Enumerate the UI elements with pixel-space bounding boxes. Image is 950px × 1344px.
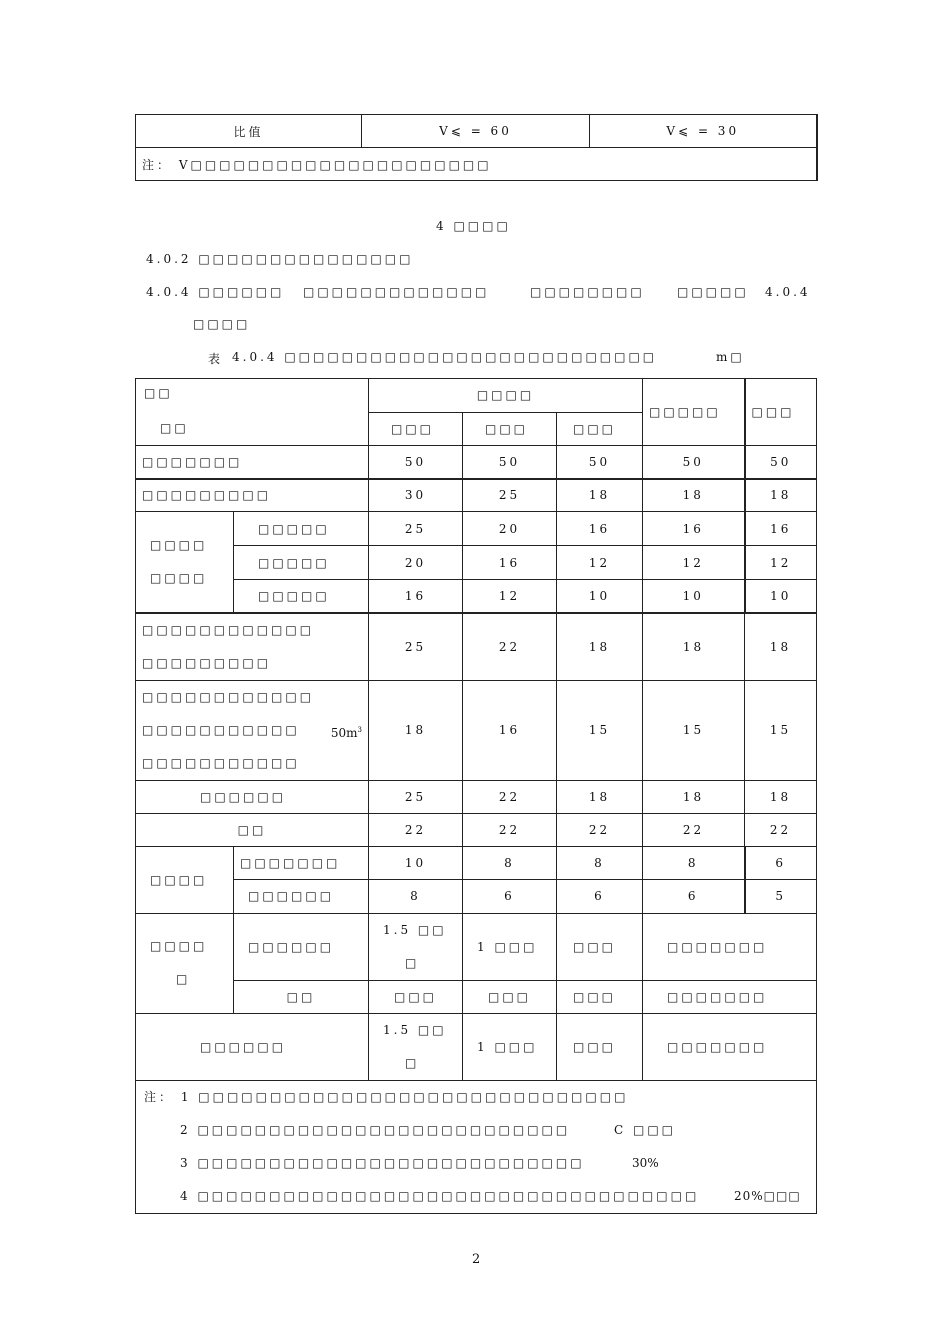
- cell: 12: [463, 580, 557, 613]
- cell: 25: [369, 512, 463, 546]
- cell: 30: [369, 479, 463, 512]
- table-row: [136, 980, 817, 1013]
- cell: 16: [643, 512, 745, 546]
- table-row: [136, 879, 817, 913]
- table-row: [136, 846, 817, 879]
- row-label: □□□□□: [234, 512, 369, 546]
- cell: 10: [369, 846, 463, 879]
- cell: 50: [463, 446, 557, 479]
- table-row: [136, 780, 817, 813]
- cell: 16: [463, 546, 557, 580]
- cell: 18: [369, 680, 463, 780]
- cell: □□□□□□□: [643, 980, 817, 1013]
- cell: 6: [463, 879, 557, 913]
- row-label-line2: □□□□□□□□□□□: [142, 722, 300, 737]
- cell: 8: [557, 846, 643, 879]
- cell: 6: [643, 879, 745, 913]
- cell: □□□: [557, 1013, 643, 1080]
- row-label-volume: [331, 714, 362, 750]
- cell: 1 □□□: [463, 913, 557, 980]
- cell: 18: [745, 613, 817, 681]
- row-group-label-line2: □: [176, 972, 191, 986]
- cell: 16: [745, 512, 817, 546]
- row-label: □□□□□□: [234, 879, 369, 913]
- table-caption-unit: m□: [716, 350, 745, 364]
- cell: 5: [745, 879, 817, 913]
- section-heading: 4 □□□□: [436, 219, 511, 233]
- cell: 18: [557, 613, 643, 681]
- cell: 12: [745, 546, 817, 580]
- row-label: □□□□□: [234, 580, 369, 613]
- row-label: □□: [136, 813, 369, 846]
- cell: 1 □□□: [463, 1013, 557, 1080]
- header-corner-top: □□: [144, 386, 173, 400]
- cell: 16: [369, 580, 463, 613]
- row-label-line2: □□□□□□□□□: [142, 655, 272, 670]
- row-label: [136, 680, 369, 780]
- top-table-header-label: 比值: [136, 115, 362, 148]
- header-group: □□□□: [369, 379, 643, 413]
- cell-line1: 1.5 □□: [383, 1022, 447, 1037]
- cell: □□□: [557, 980, 643, 1013]
- top-table-note: 注： V□□□□□□□□□□□□□□□□□□□□□: [136, 148, 817, 181]
- cell: 22: [463, 613, 557, 681]
- cell: 22: [369, 813, 463, 846]
- table-caption: 4.0.4 □□□□□□□□□□□□□□□□□□□□□□□□□□: [232, 350, 658, 364]
- cell: 25: [369, 613, 463, 681]
- cell: 15: [745, 680, 817, 780]
- cell: □□□□□□□: [643, 913, 817, 980]
- clause-404-part-a: 4.0.4 □□□□□□: [146, 285, 285, 299]
- row-label-line1: □□□□□□□□□□□□: [142, 689, 315, 704]
- header-corner: [136, 379, 369, 446]
- note-3-tail: 30%: [632, 1155, 659, 1170]
- cell: 10: [557, 580, 643, 613]
- table-row: [136, 479, 817, 512]
- cell: 6: [745, 846, 817, 879]
- cell: [369, 913, 463, 980]
- cell: 15: [643, 680, 745, 780]
- cell: 22: [463, 813, 557, 846]
- cell: 16: [463, 680, 557, 780]
- cell: 15: [557, 680, 643, 780]
- row-label-line3: □□□□□□□□□□□: [142, 755, 300, 770]
- cell: □□□: [463, 980, 557, 1013]
- table-row: [136, 613, 817, 681]
- cell: 22: [463, 780, 557, 813]
- cell: 22: [557, 813, 643, 846]
- cell: 18: [643, 613, 745, 681]
- row-label: □□□□□□□: [234, 846, 369, 879]
- cell: 18: [643, 780, 745, 813]
- top-table-col3: V⩽ = 30: [590, 115, 817, 148]
- cell: 22: [643, 813, 745, 846]
- cell: 50: [369, 446, 463, 479]
- table-row: [136, 913, 817, 980]
- cell: 8: [463, 846, 557, 879]
- table-row: [136, 680, 817, 780]
- cell: □□□: [369, 980, 463, 1013]
- note-2-tail: C □□□: [614, 1122, 677, 1137]
- table-row: [136, 446, 817, 479]
- main-table: [135, 378, 817, 1214]
- row-label: □□: [234, 980, 369, 1013]
- row-group-label: □□□□: [136, 846, 234, 913]
- row-group-label-line1: □□□□: [150, 537, 208, 552]
- top-table: [135, 114, 818, 181]
- row-group-label-line2: □□□□: [150, 570, 208, 585]
- cell: 18: [745, 780, 817, 813]
- row-label: □□□□□□□□□: [136, 479, 369, 512]
- table-row: [136, 580, 817, 613]
- row-label-line1: □□□□□□□□□□□□: [142, 622, 315, 637]
- cell-line2: □: [405, 1055, 420, 1070]
- cell: 50: [557, 446, 643, 479]
- header-sub1: □□□: [369, 412, 463, 446]
- cell: 22: [745, 813, 817, 846]
- table-notes-row: [136, 1080, 817, 1213]
- row-label: □□□□□□□: [136, 446, 369, 479]
- note-1: 注： 1 □□□□□□□□□□□□□□□□□□□□□□□□□□□□□□: [144, 1089, 629, 1104]
- table-row: [136, 1013, 817, 1080]
- note-2-wrap: [144, 1114, 816, 1147]
- row-label: □□□□□□: [234, 913, 369, 980]
- header-col4: □□□□□: [643, 379, 745, 446]
- table-notes: [136, 1080, 817, 1213]
- note-3-wrap: [144, 1147, 816, 1180]
- cell: 18: [745, 479, 817, 512]
- note-4: 4 □□□□□□□□□□□□□□□□□□□□□□□□□□□□□□□□□□□: [180, 1188, 700, 1203]
- clause-404-part-c: □□□□□□□□: [530, 285, 645, 299]
- header-col5: □□□: [745, 379, 817, 446]
- cell: 12: [557, 546, 643, 580]
- cell: [369, 1013, 463, 1080]
- table-row: [136, 512, 817, 546]
- header-sub2: □□□: [463, 412, 557, 446]
- header-corner-bottom: □□: [160, 421, 189, 435]
- cell: 25: [369, 780, 463, 813]
- clause-402: 4.0.2 □□□□□□□□□□□□□□□: [146, 252, 414, 266]
- cell: 18: [557, 780, 643, 813]
- cell: 18: [557, 479, 643, 512]
- note-4-tail: 20%□□□: [734, 1188, 801, 1203]
- cell-line2: □: [405, 955, 420, 970]
- table-caption-prefix: 表: [208, 352, 224, 366]
- table-row: [136, 546, 817, 580]
- cell: 10: [745, 580, 817, 613]
- row-label: □□□□□: [234, 546, 369, 580]
- page-number: 2: [472, 1252, 481, 1267]
- header-sub3: □□□: [557, 412, 643, 446]
- cell: 8: [369, 879, 463, 913]
- row-group-label: [136, 512, 234, 613]
- cell: 8: [643, 846, 745, 879]
- cell: 10: [643, 580, 745, 613]
- clause-404-ref: 4.0.4: [765, 285, 811, 299]
- note-4-wrap: [144, 1180, 816, 1213]
- note-3: 3 □□□□□□□□□□□□□□□□□□□□□□□□□□□: [180, 1155, 585, 1170]
- row-label-line2-wrap: [142, 714, 362, 747]
- cell: 25: [463, 479, 557, 512]
- clause-404-part-d: □□□□□: [677, 285, 749, 299]
- cell: 50: [745, 446, 817, 479]
- cell-line1: 1.5 □□: [383, 922, 447, 937]
- table-row: [136, 813, 817, 846]
- cell: 18: [643, 479, 745, 512]
- row-label-volume-sup: 3: [357, 725, 362, 734]
- cell: 50: [643, 446, 745, 479]
- clause-404-continuation: □□□□: [193, 317, 251, 331]
- row-label: [136, 613, 369, 681]
- row-group-label-line1: □□□□: [150, 939, 208, 953]
- row-label: □□□□□□: [136, 780, 369, 813]
- cell: 20: [369, 546, 463, 580]
- clause-404-part-b: □□□□□□□□□□□□□: [303, 285, 490, 299]
- row-group-label: [136, 913, 234, 1013]
- cell: 16: [557, 512, 643, 546]
- cell: 20: [463, 512, 557, 546]
- cell: 6: [557, 879, 643, 913]
- note-2: 2 □□□□□□□□□□□□□□□□□□□□□□□□□□: [180, 1122, 571, 1137]
- top-table-col2: V⩽ = 60: [362, 115, 590, 148]
- row-label-volume-num: 50m: [330, 725, 358, 740]
- row-label: □□□□□□: [136, 1013, 369, 1080]
- cell: 12: [643, 546, 745, 580]
- cell: □□□: [557, 913, 643, 980]
- cell: □□□□□□□: [643, 1013, 817, 1080]
